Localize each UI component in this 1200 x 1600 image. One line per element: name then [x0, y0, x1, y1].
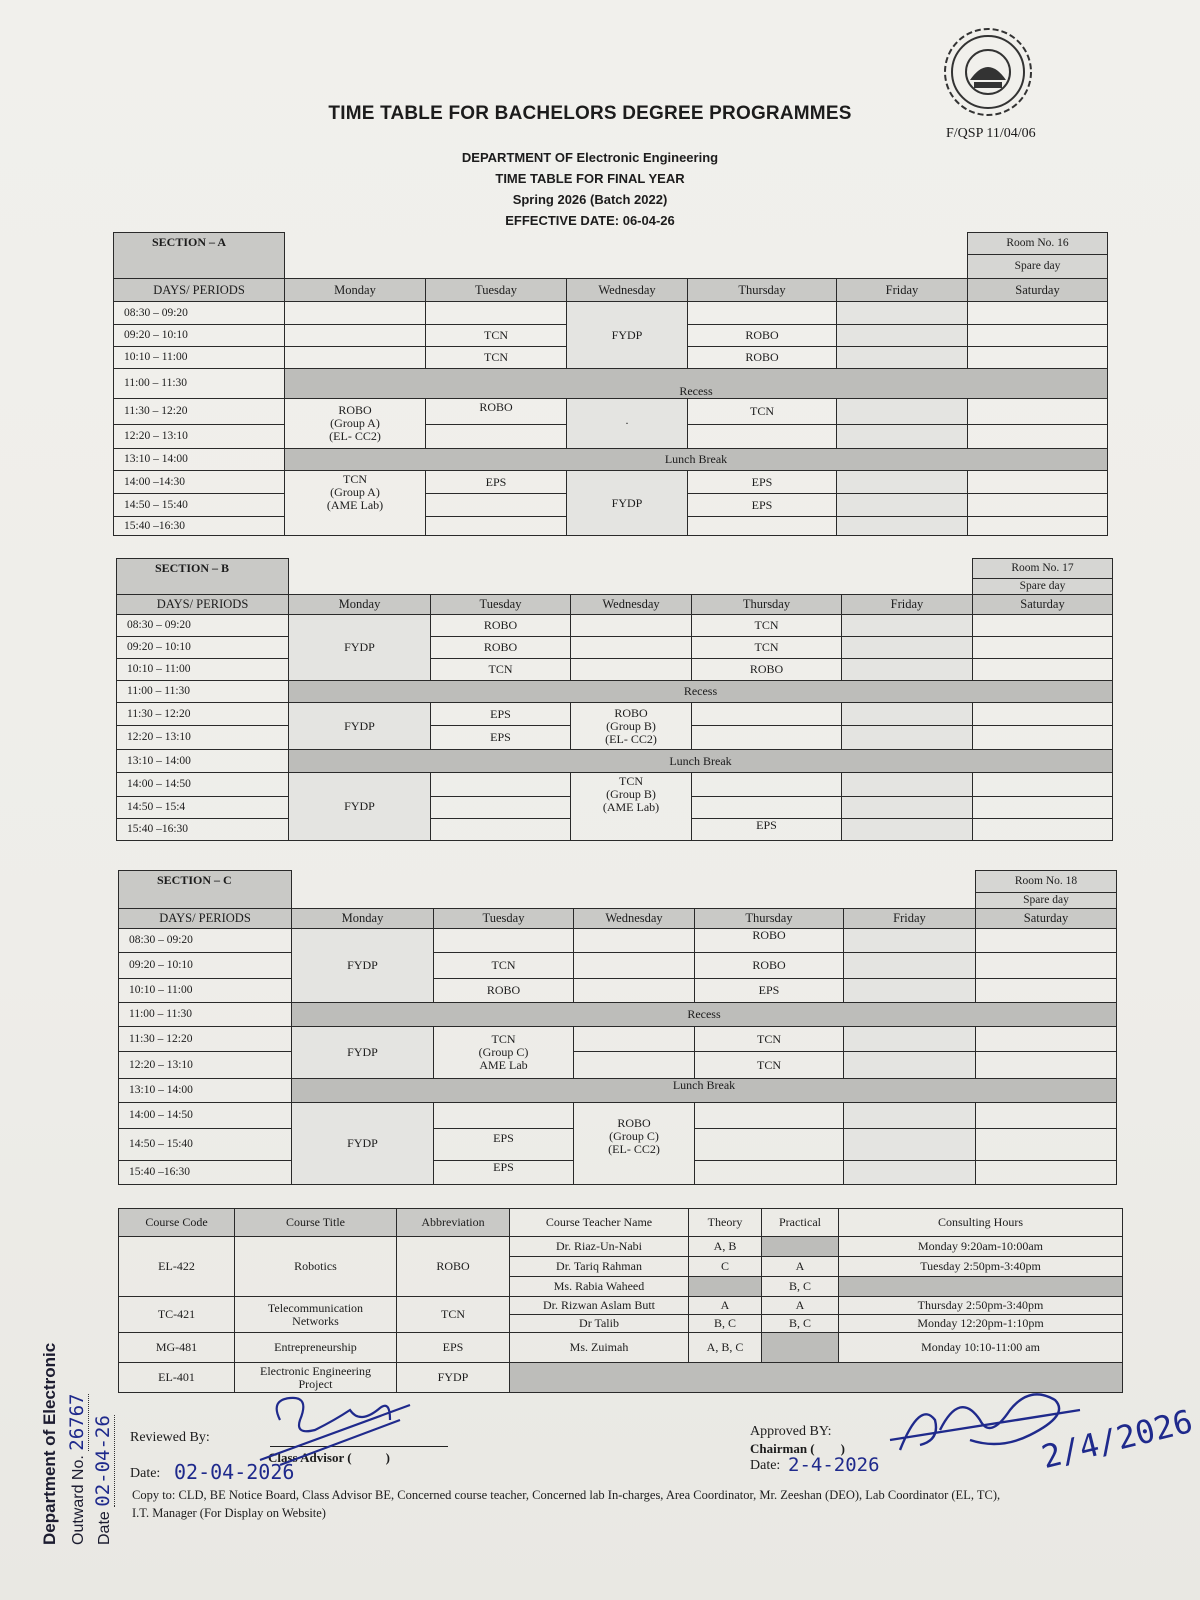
- period-cell: 14:00 –14:30: [114, 471, 285, 494]
- course-code-cell: TC-421: [119, 1297, 235, 1333]
- course-title-line: Project: [298, 1376, 333, 1391]
- theory-cell: C: [689, 1257, 762, 1277]
- class-cell: [285, 399, 426, 449]
- period-cell: 10:10 – 11:00: [117, 659, 289, 681]
- day-header-thursday: Thursday: [695, 909, 844, 929]
- abbreviation-cell: EPS: [397, 1333, 510, 1363]
- course-code-cell: EL-401: [119, 1363, 235, 1393]
- class-cell: TCN: [695, 1052, 844, 1079]
- day-header-wednesday: Wednesday: [567, 279, 688, 302]
- class-cell: TCN: [692, 637, 842, 659]
- period-cell: 11:00 – 11:30: [117, 681, 289, 703]
- day-header-thursday: Thursday: [692, 595, 842, 615]
- approved-date-label: Date:: [750, 1458, 781, 1473]
- day-header-wednesday: Wednesday: [574, 909, 695, 929]
- period-cell: 10:10 – 11:00: [119, 979, 292, 1003]
- class-cell: EPS: [431, 703, 571, 726]
- practical-cell: [762, 1237, 839, 1257]
- period-cell: 12:20 – 13:10: [117, 726, 289, 750]
- course-table: [118, 1208, 1123, 1393]
- form-number: F/QSP 11/04/06: [946, 126, 1036, 141]
- day-header-friday: Friday: [837, 279, 968, 302]
- teacher-cell: Ms. Rabia Waheed: [510, 1277, 689, 1297]
- section-a-label: SECTION – A: [114, 233, 285, 279]
- course-title-header: Course Title: [235, 1209, 397, 1237]
- timetable-section-b: [116, 558, 1113, 841]
- day-header-saturday: Saturday: [973, 595, 1113, 615]
- class-cell: ROBO: [695, 929, 844, 953]
- period-cell: 13:10 – 14:00: [117, 750, 289, 773]
- theory-cell: A, B: [689, 1237, 762, 1257]
- period-cell: 14:50 – 15:40: [119, 1129, 292, 1161]
- class-line: (AME Lab): [602, 800, 660, 814]
- practical-cell: B, C: [762, 1277, 839, 1297]
- theory-header: Theory: [689, 1209, 762, 1237]
- period-cell: 09:20 – 10:10: [117, 637, 289, 659]
- class-cell: ROBO: [431, 637, 571, 659]
- abbreviation-cell: FYDP: [397, 1363, 510, 1393]
- section-b-room: Room No. 17: [973, 559, 1113, 579]
- course-title-line: Telecommunication: [267, 1300, 364, 1315]
- reviewer-signature: [240, 1390, 430, 1470]
- day-header-friday: Friday: [842, 595, 973, 615]
- period-cell: 11:30 – 12:20: [117, 703, 289, 726]
- period-cell: 08:30 – 09:20: [114, 302, 285, 325]
- practical-cell: A: [762, 1257, 839, 1277]
- theory-cell: B, C: [689, 1315, 762, 1333]
- period-cell: 11:00 – 11:30: [114, 369, 285, 399]
- period-cell: 12:20 – 13:10: [119, 1052, 292, 1079]
- timetable-subtitle: TIME TABLE FOR FINAL YEAR: [495, 171, 685, 186]
- day-header-monday: Monday: [292, 909, 434, 929]
- days-periods-header: DAYS/ PERIODS: [117, 595, 289, 615]
- class-line: (AME Lab): [326, 498, 384, 512]
- section-c-spare-day: Spare day: [976, 893, 1117, 909]
- course-title-line: Networks: [292, 1313, 339, 1328]
- stamp-outward: [66, 1343, 88, 1545]
- period-cell: 08:30 – 09:20: [119, 929, 292, 953]
- day-header-friday: Friday: [844, 909, 976, 929]
- day-header-saturday: Saturday: [968, 279, 1108, 302]
- consulting-hours-cell: Tuesday 2:50pm-3:40pm: [839, 1257, 1123, 1277]
- period-cell: 08:30 – 09:20: [117, 615, 289, 637]
- class-cell: TCN: [434, 953, 574, 979]
- section-b-label: SECTION – B: [117, 559, 289, 595]
- course-title-cell: Robotics: [235, 1237, 397, 1297]
- class-line: ROBO: [614, 705, 648, 720]
- class-cell: EPS: [431, 726, 571, 750]
- theory-cell: A, B, C: [689, 1333, 762, 1363]
- lunch-band: Lunch Break: [289, 750, 1113, 773]
- course-title-line: Electronic Engineering: [260, 1363, 371, 1378]
- timetable-section-a: [113, 232, 1108, 536]
- course-code-cell: MG-481: [119, 1333, 235, 1363]
- class-line: AME Lab: [479, 1058, 528, 1072]
- class-line: (Group B): [606, 787, 656, 801]
- practical-cell: A: [762, 1297, 839, 1315]
- class-cell: FYDP: [292, 1103, 434, 1185]
- class-cell: TCN: [426, 347, 567, 369]
- class-line: (EL- CC2): [605, 731, 657, 746]
- class-line: (Group A): [330, 416, 380, 430]
- outward-stamp: [40, 1343, 114, 1545]
- teacher-cell: Ms. Zuimah: [510, 1333, 689, 1363]
- period-cell: 15:40 –16:30: [114, 517, 285, 536]
- timetable-section-c: [118, 870, 1117, 1185]
- consulting-hours-cell: Thursday 2:50pm-3:40pm: [839, 1297, 1123, 1315]
- recess-band: Recess: [289, 681, 1113, 703]
- approved-date-value: 2-4-2026: [788, 1454, 880, 1476]
- practical-header: Practical: [762, 1209, 839, 1237]
- class-line: ROBO: [338, 403, 372, 417]
- class-cell: TCN: [695, 1027, 844, 1052]
- abbreviation-header: Abbreviation: [397, 1209, 510, 1237]
- class-cell: [285, 471, 426, 536]
- practical-cell: B, C: [762, 1315, 839, 1333]
- effective-date: EFFECTIVE DATE: 06-04-26: [505, 213, 675, 228]
- course-title-cell: [235, 1297, 397, 1333]
- class-cell: FYDP: [567, 302, 688, 369]
- class-cell: TCN: [431, 659, 571, 681]
- class-cell: ROBO: [431, 615, 571, 637]
- section-c-label: SECTION – C: [119, 871, 292, 909]
- copy-to-line-1: Copy to: CLD, BE Notice Board, Class Advisor BE, Concerned course teacher, Concerned lab In-charges, Area Coordinator, Mr. Zeeshan (DEO), Lab Coordinator (EL, TC),: [132, 1488, 1001, 1502]
- period-cell: 11:30 – 12:20: [119, 1027, 292, 1052]
- class-cell: ROBO: [692, 659, 842, 681]
- class-cell: [434, 1027, 574, 1079]
- teacher-cell: Dr. Riaz-Un-Nabi: [510, 1237, 689, 1257]
- department-name: DEPARTMENT OF Electronic Engineering: [461, 150, 719, 165]
- period-cell: 12:20 – 13:10: [114, 425, 285, 449]
- class-cell: FYDP: [567, 471, 688, 536]
- abbreviation-cell: ROBO: [397, 1237, 510, 1297]
- period-cell: 13:10 – 14:00: [119, 1079, 292, 1103]
- reviewed-date-value: 02-04-2026: [174, 1460, 295, 1484]
- theory-cell: A: [689, 1297, 762, 1315]
- class-cell: ROBO: [688, 347, 837, 369]
- class-cell: EPS: [434, 1129, 574, 1161]
- days-periods-header: DAYS/ PERIODS: [119, 909, 292, 929]
- class-cell: TCN: [688, 399, 837, 425]
- reviewed-date-label: Date:: [130, 1466, 161, 1481]
- reviewed-by-label: Reviewed By:: [130, 1430, 210, 1445]
- stamp-department: Department of Electronic: [40, 1342, 59, 1545]
- day-header-tuesday: Tuesday: [426, 279, 567, 302]
- period-cell: 14:00 – 14:50: [117, 773, 289, 797]
- stamp-outward-value: 26767: [66, 1393, 88, 1451]
- consulting-hours-cell: Monday 12:20pm-1:10pm: [839, 1315, 1123, 1333]
- consulting-hours-cell: Monday 10:10-11:00 am: [839, 1333, 1123, 1363]
- class-cell: TCN: [426, 325, 567, 347]
- class-line: (EL- CC2): [329, 429, 381, 443]
- period-cell: 11:30 – 12:20: [114, 399, 285, 425]
- chairman-signature: [880, 1380, 1090, 1470]
- class-line: TCN: [619, 774, 643, 788]
- class-line: TCN: [491, 1032, 516, 1046]
- abbreviation-cell: TCN: [397, 1297, 510, 1333]
- period-cell: 11:00 – 11:30: [119, 1003, 292, 1027]
- period-cell: 09:20 – 10:10: [119, 953, 292, 979]
- class-line: ROBO: [617, 1116, 651, 1130]
- teacher-header: Course Teacher Name: [510, 1209, 689, 1237]
- teacher-cell: Dr. Tariq Rahman: [510, 1257, 689, 1277]
- class-cell: ·: [567, 399, 688, 449]
- class-cell: [571, 773, 692, 841]
- term-label: Spring 2026 (Batch 2022): [512, 192, 668, 207]
- class-cell: FYDP: [289, 703, 431, 750]
- university-seal-icon: [940, 24, 1036, 120]
- period-cell: 13:10 – 14:00: [114, 449, 285, 471]
- period-cell: 15:40 –16:30: [117, 819, 289, 841]
- class-line: (EL- CC2): [608, 1142, 660, 1156]
- course-code-header: Course Code: [119, 1209, 235, 1237]
- class-cell: EPS: [695, 979, 844, 1003]
- course-title-cell: [235, 1363, 397, 1393]
- period-cell: 14:50 – 15:4: [117, 797, 289, 819]
- class-cell: EPS: [692, 819, 842, 841]
- class-cell: ROBO: [688, 325, 837, 347]
- class-line: (Group C): [609, 1129, 659, 1143]
- class-cell: [571, 703, 692, 750]
- class-advisor-close: ): [385, 1450, 390, 1465]
- day-header-tuesday: Tuesday: [431, 595, 571, 615]
- day-header-tuesday: Tuesday: [434, 909, 574, 929]
- day-header-monday: Monday: [285, 279, 426, 302]
- class-cell: EPS: [688, 494, 837, 517]
- class-cell: EPS: [688, 471, 837, 494]
- consulting-hours-header: Consulting Hours: [839, 1209, 1123, 1237]
- class-cell: ROBO: [426, 399, 567, 425]
- period-cell: 15:40 –16:30: [119, 1161, 292, 1185]
- teacher-cell: Dr. Rizwan Aslam Butt: [510, 1297, 689, 1315]
- lunch-band: Lunch Break: [292, 1079, 1117, 1103]
- approved-by-label: Approved BY:: [750, 1424, 832, 1439]
- stamp-date-value: 02-04-26: [92, 1415, 114, 1507]
- class-line: (Group B): [606, 718, 656, 733]
- recess-band: Recess: [292, 1003, 1117, 1027]
- days-periods-header: DAYS/ PERIODS: [114, 279, 285, 302]
- page-title: TIME TABLE FOR BACHELORS DEGREE PROGRAMMES: [328, 103, 852, 124]
- period-cell: 14:50 – 15:40: [114, 494, 285, 517]
- class-cell: FYDP: [292, 1027, 434, 1079]
- class-line: TCN: [343, 472, 367, 486]
- stamp-outward-label: Outward No.: [70, 1455, 87, 1545]
- section-a-room: Room No. 16: [968, 233, 1108, 255]
- class-cell: TCN: [692, 615, 842, 637]
- class-cell: FYDP: [292, 929, 434, 1003]
- period-cell: 14:00 – 14:50: [119, 1103, 292, 1129]
- copy-to-line-2: I.T. Manager (For Display on Website): [132, 1506, 326, 1520]
- course-code-cell: EL-422: [119, 1237, 235, 1297]
- lunch-band: Lunch Break: [285, 449, 1108, 471]
- consulting-hours-cell: [839, 1277, 1123, 1297]
- chairman-text: Chairman (: [750, 1441, 815, 1456]
- recess-band: Recess: [285, 369, 1108, 399]
- day-header-wednesday: Wednesday: [571, 595, 692, 615]
- class-cell: EPS: [426, 471, 567, 494]
- section-a-spare-day: Spare day: [968, 255, 1108, 279]
- class-cell: [574, 1103, 695, 1185]
- class-cell: FYDP: [289, 615, 431, 681]
- class-line: (Group A): [330, 485, 380, 499]
- course-title-cell: Entrepreneurship: [235, 1333, 397, 1363]
- consulting-hours-cell: Monday 9:20am-10:00am: [839, 1237, 1123, 1257]
- theory-cell: [689, 1277, 762, 1297]
- class-advisor-text: Class Advisor (: [268, 1450, 352, 1465]
- handwritten-sign-date: 2/4/2026: [1037, 1401, 1197, 1477]
- day-header-saturday: Saturday: [976, 909, 1117, 929]
- day-header-thursday: Thursday: [688, 279, 837, 302]
- stamp-date: [92, 1343, 114, 1545]
- period-cell: 10:10 – 11:00: [114, 347, 285, 369]
- class-cell: ROBO: [695, 953, 844, 979]
- practical-cell: [762, 1333, 839, 1363]
- chairman-close: ): [840, 1441, 845, 1456]
- section-c-room: Room No. 18: [976, 871, 1117, 893]
- stamp-date-label: Date: [96, 1511, 113, 1545]
- teacher-cell: Dr Talib: [510, 1315, 689, 1333]
- period-cell: 09:20 – 10:10: [114, 325, 285, 347]
- class-cell: EPS: [434, 1161, 574, 1185]
- section-b-spare-day: Spare day: [973, 579, 1113, 595]
- day-header-monday: Monday: [289, 595, 431, 615]
- class-cell: FYDP: [289, 773, 431, 841]
- class-line: (Group C): [478, 1045, 529, 1059]
- class-cell: ROBO: [434, 979, 574, 1003]
